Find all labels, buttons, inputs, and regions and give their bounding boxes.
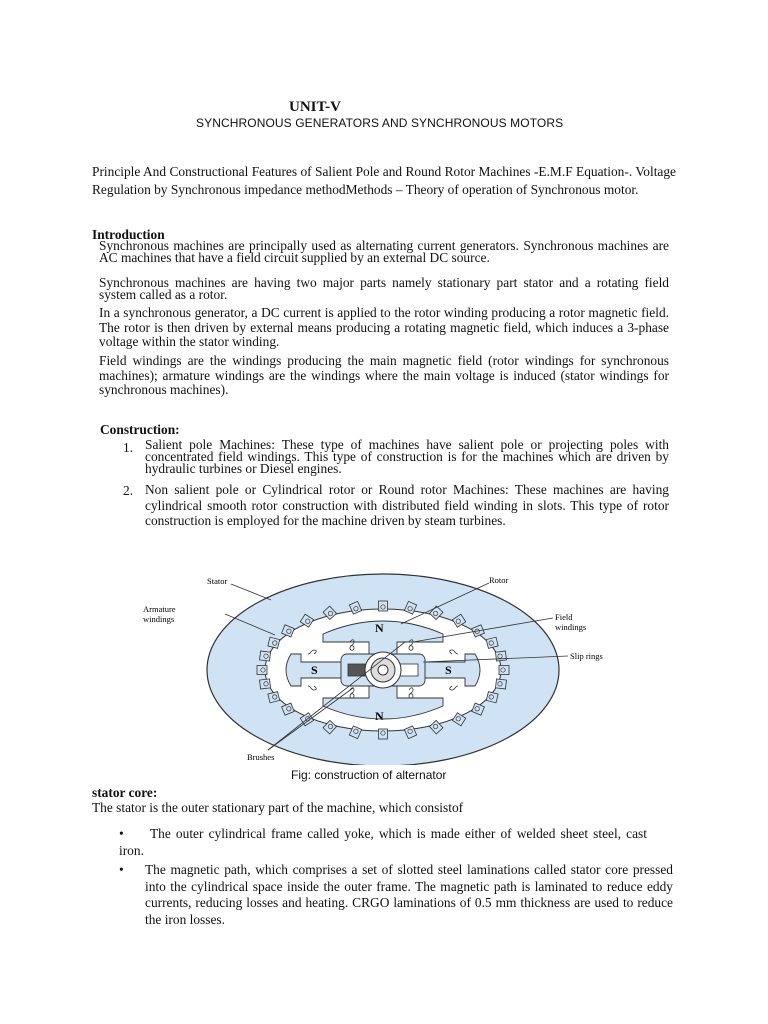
stator-slot xyxy=(260,651,271,661)
pole-s-right: S xyxy=(445,663,452,677)
label-brushes: Brushes xyxy=(247,752,275,762)
document-subtitle: SYNCHRONOUS GENERATORS AND SYNCHRONOUS MOTORS xyxy=(196,116,564,130)
label-slip-rings: Slip rings xyxy=(570,651,603,661)
stator-slot xyxy=(268,637,280,648)
stator-slot xyxy=(486,637,498,648)
list-number: 1. xyxy=(123,440,134,455)
stator-slot xyxy=(257,666,267,675)
introduction-paragraph-2: Synchronous machines are having two major parts namely stationary part stator and a rotating field system called as a rotor. xyxy=(99,275,669,302)
bullet-dot: • xyxy=(119,826,124,841)
stator-slot xyxy=(268,692,280,703)
introduction-paragraph-3: In a synchronous generator, a DC current is applied to the rotor winding producing a rotor magnetic field. The rotor is then driven by external means producing a rotating magnetic field, which induces a 3-phase voltage within the stator winding. xyxy=(99,305,669,349)
label-rotor: Rotor xyxy=(489,575,509,585)
list-number: 2. xyxy=(123,483,134,498)
bullet-text: The outer cylindrical frame called yoke, which is made either of welded sheet steel, cast iron. xyxy=(119,826,647,858)
introduction-heading: Introduction xyxy=(92,227,165,242)
pole-n-top: N xyxy=(375,621,384,635)
label-field-1: Field xyxy=(555,612,573,622)
syllabus-paragraph: Principle And Constructional Features of Salient Pole and Round Rotor Machines -E.M.F Equation-. Voltage Regulation by Synchronous impedance methodMethods – Theory of operation of Synchronous motor. xyxy=(92,164,676,197)
label-armature-1: Armature xyxy=(143,604,176,614)
bullet-dot: • xyxy=(119,862,124,877)
stator-slot xyxy=(495,651,506,661)
figure-caption: Fig: construction of alternator xyxy=(291,768,447,782)
pole-s-left: S xyxy=(311,663,318,677)
label-stator: Stator xyxy=(207,576,228,586)
stator-core-heading: stator core: xyxy=(92,785,158,800)
stator-slot xyxy=(260,679,271,689)
pole-n-bottom: N xyxy=(375,709,384,723)
stator-slot xyxy=(499,666,509,675)
unit-title: UNIT-V xyxy=(289,99,341,115)
stator-slot xyxy=(379,601,388,611)
stator-slot xyxy=(486,692,498,703)
introduction-paragraph-1: Synchronous machines are principally used as alternating current generators. Synchronous machines are AC machines that have a field circuit supplied by an external DC source. xyxy=(99,238,669,265)
alternator-diagram xyxy=(143,570,623,765)
bullet-text: The magnetic path, which comprises a set of slotted steel laminations called stator core pressed into the cylindrical space inside the outer frame. The magnetic path is laminated to reduce eddy currents, reducing losses and heating. CRGO laminations of 0.5 mm thickness are used to reduce the iron losses. xyxy=(145,862,673,927)
introduction-paragraph-4: Field windings are the windings producing the main magnetic field (rotor windings for synchronous machines); armature windings are the windings where the main voltage is induced (stator windings for synchronous machines). xyxy=(99,353,669,397)
label-armature-2: windings xyxy=(143,614,175,624)
construction-heading: Construction: xyxy=(100,422,180,437)
stator-core-intro: The stator is the outer stationary part of the machine, which consistof xyxy=(92,800,464,815)
list-item-text: Salient pole Machines: These type of machines have salient pole or projecting poles with concentrated field windings. This type of construction is for the machines which are driven by hydraulic turbines or Diesel engines. xyxy=(145,437,669,476)
label-field-2: windings xyxy=(555,622,587,632)
stator-slot xyxy=(379,729,388,739)
list-item-text: Non salient pole or Cylindrical rotor or Round rotor Machines: These machines are having cylindrical smooth rotor construction with distributed field winding in slots. This type of rotor construction is employed for the machine driven by steam turbines. xyxy=(145,482,669,528)
stator-slot xyxy=(495,679,506,689)
